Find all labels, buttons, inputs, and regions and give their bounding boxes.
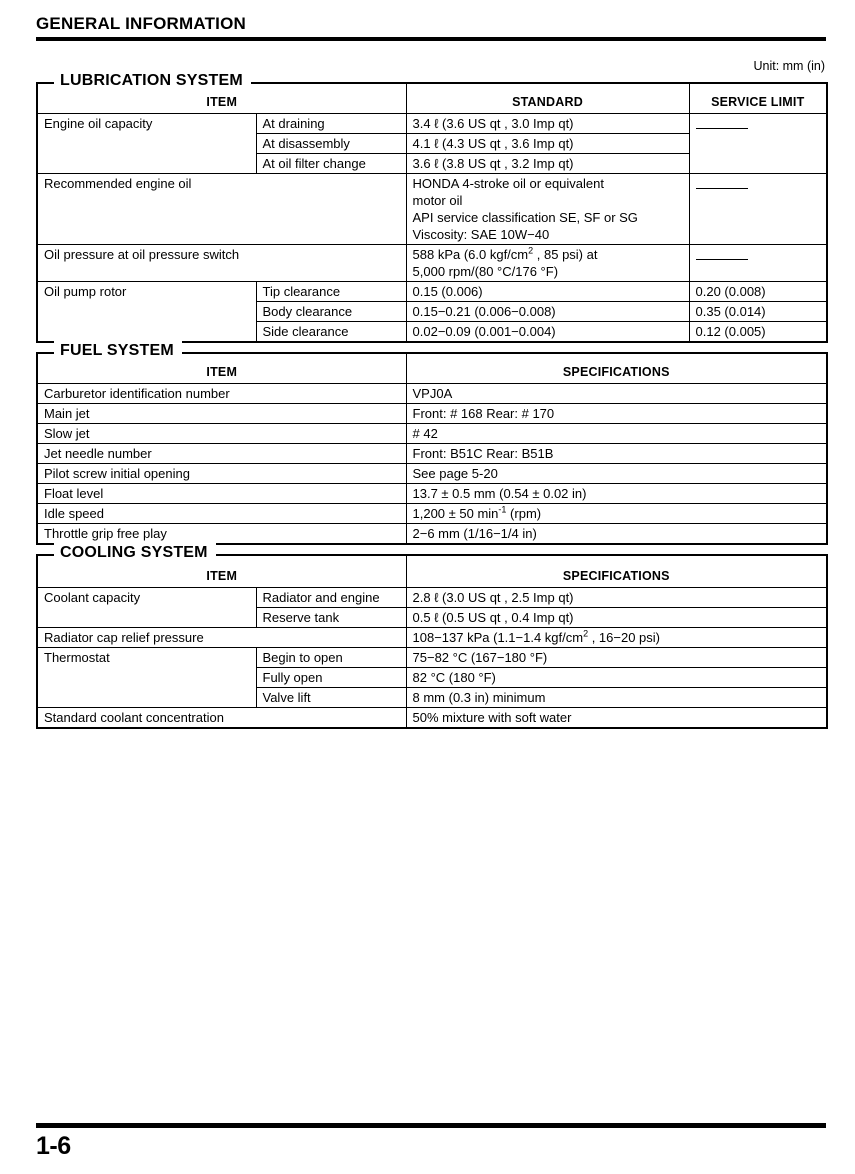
row-subitem-fully-open: Fully open [256,667,406,687]
row-standard-at-draining: 3.4 ℓ (3.6 US qt , 3.0 Imp qt) [406,113,689,133]
row-subitem-body-clearance: Body clearance [256,301,406,321]
row-item-slow-jet: Slow jet [37,423,406,443]
row-subitem-valve-lift: Valve lift [256,687,406,707]
table-row [37,443,827,463]
table-row [37,627,827,647]
row-subitem-at-disassembly: At disassembly [256,133,406,153]
row-item-thermostat: Thermostat [37,647,256,707]
row-spec-standard-coolant-concentration: 50% mixture with soft water [406,707,827,728]
row-subitem-radiator-and-engine: Radiator and engine [256,587,406,607]
row-item-standard-coolant-concentration: Standard coolant concentration [37,707,406,728]
row-spec-fully-open: 82 °C (180 °F) [406,667,827,687]
fuel-system-block [36,342,826,545]
row-subitem-begin-to-open: Begin to open [256,647,406,667]
row-spec-reserve-tank: 0.5 ℓ (0.5 US qt , 0.4 Imp qt) [406,607,827,627]
row-item-recommended-engine-oil: Recommended engine oil [37,173,406,244]
row-service-limit-side-clearance: 0.12 (0.005) [689,321,827,342]
row-spec-throttle-grip-free-play: 2−6 mm (1/16−1/4 in) [406,523,827,544]
column-header-specifications: SPECIFICATIONS [406,353,827,383]
row-spec-carburetor-id-number: VPJ0A [406,383,827,403]
page-title: GENERAL INFORMATION [36,14,246,33]
oil-line-4: Viscosity: SAE 10W−40 [412,226,550,242]
oil-line-2: motor oil [412,192,463,208]
sup-minus-one: -1 [498,504,507,515]
row-item-oil-pump-rotor: Oil pump rotor [37,281,256,342]
row-spec-idle-speed: 1,200 ± 50 $\min^{-1} (rpm)$ [406,503,827,523]
row-item-throttle-grip-free-play: Throttle grip free play [37,523,406,544]
lubrication-system-title: LUBRICATION SYSTEM [54,71,251,90]
row-subitem-reserve-tank: Reserve tank [256,607,406,627]
fuel-system-title: FUEL SYSTEM [54,341,182,360]
cooling-system-block [36,544,826,729]
row-service-limit-body-clearance: 0.35 (0.014) [689,301,827,321]
row-spec-slow-jet: # 42 [406,423,827,443]
empty-dash [696,259,748,260]
table-row [37,423,827,443]
row-spec-float-level: 13.7 ± 0.5 mm (0.54 ± 0.02 in) [406,483,827,503]
row-item-radiator-cap-relief-pressure: Radiator cap relief pressure [37,627,406,647]
row-service-limit-tip-clearance: 0.20 (0.008) [689,281,827,301]
footer-rule [36,1123,826,1128]
table-row [37,403,827,423]
table-row [37,503,827,523]
sup-squared: 2 [583,628,589,639]
empty-dash [696,188,748,189]
row-subitem-at-draining: At draining [256,113,406,133]
pressure-line-1: 588 kPa (6.0 kgf/$cm^2$ , 85 psi) at [412,245,598,262]
unit-note: Unit: mm (in) [753,59,825,73]
table-row [37,244,827,281]
row-spec-begin-to-open: 75−82 °C (167−180 °F) [406,647,827,667]
oil-line-3: API service classification SE, SF or SG [412,209,638,225]
header-rule [36,37,826,41]
column-header-standard: STANDARD [406,83,689,113]
row-spec-radiator-and-engine: 2.8 ℓ (3.0 US qt , 2.5 Imp qt) [406,587,827,607]
table-row [37,587,827,607]
row-item-jet-needle-number: Jet needle number [37,443,406,463]
row-subitem-tip-clearance: Tip clearance [256,281,406,301]
row-item-float-level: Float level [37,483,406,503]
row-service-limit-engine-oil-capacity [689,113,827,173]
column-header-item: ITEM [37,83,406,113]
column-header-service-limit: SERVICE LIMIT [689,83,827,113]
lubrication-system-table [36,82,828,343]
row-item-main-jet: Main jet [37,403,406,423]
row-item-idle-speed: Idle speed [37,503,406,523]
table-row [37,647,827,667]
row-item-oil-pressure-switch: Oil pressure at oil pressure switch [37,244,406,281]
row-item-coolant-capacity: Coolant capacity [37,587,256,627]
page-header [36,14,826,41]
row-spec-main-jet: Front: # 168 Rear: # 170 [406,403,827,423]
row-standard-oil-pressure-switch [406,244,689,281]
page-footer [36,1123,826,1160]
column-header-item: ITEM [37,555,406,587]
table-row [37,281,827,301]
row-subitem-at-oil-filter-change: At oil filter change [256,153,406,173]
row-service-limit-oil-pressure-switch [689,244,827,281]
row-item-pilot-screw-initial-opening: Pilot screw initial opening [37,463,406,483]
row-standard-body-clearance: 0.15−0.21 (0.006−0.008) [406,301,689,321]
cooling-system-title: COOLING SYSTEM [54,543,216,562]
table-row [37,707,827,728]
row-standard-recommended-engine-oil [406,173,689,244]
row-service-limit-recommended-engine-oil [689,173,827,244]
row-standard-side-clearance: 0.02−0.09 (0.001−0.004) [406,321,689,342]
column-header-item: ITEM [37,353,406,383]
table-row [37,463,827,483]
page-number: 1-6 [36,1132,71,1160]
row-spec-valve-lift: 8 mm (0.3 in) minimum [406,687,827,707]
row-spec-jet-needle-number: Front: B51C Rear: B51B [406,443,827,463]
oil-line-1: HONDA 4-stroke oil or equivalent [412,175,604,191]
fuel-system-table [36,352,828,545]
table-row [37,523,827,544]
table-row [37,483,827,503]
row-item-carburetor-id-number: Carburetor identification number [37,383,406,403]
pressure-line-2: 5,000 rpm/(80 °C/176 °F) [412,263,559,279]
table-row [37,383,827,403]
lubrication-system-block [36,72,826,343]
row-subitem-side-clearance: Side clearance [256,321,406,342]
sup-squared: 2 [528,245,534,256]
row-spec-radiator-cap-relief-pressure: 108−137 kPa (1.1−1.4 kgf/$cm^2$ , 16−20 psi) [406,627,827,647]
row-standard-at-disassembly: 4.1 ℓ (4.3 US qt , 3.6 Imp qt) [406,133,689,153]
row-spec-pilot-screw-initial-opening: See page 5-20 [406,463,827,483]
table-row [37,113,827,133]
cooling-system-table [36,554,828,729]
column-header-specifications: SPECIFICATIONS [406,555,827,587]
row-item-engine-oil-capacity: Engine oil capacity [37,113,256,173]
row-standard-at-oil-filter-change: 3.6 ℓ (3.8 US qt , 3.2 Imp qt) [406,153,689,173]
row-standard-tip-clearance: 0.15 (0.006) [406,281,689,301]
table-row [37,173,827,244]
empty-dash [696,128,748,129]
